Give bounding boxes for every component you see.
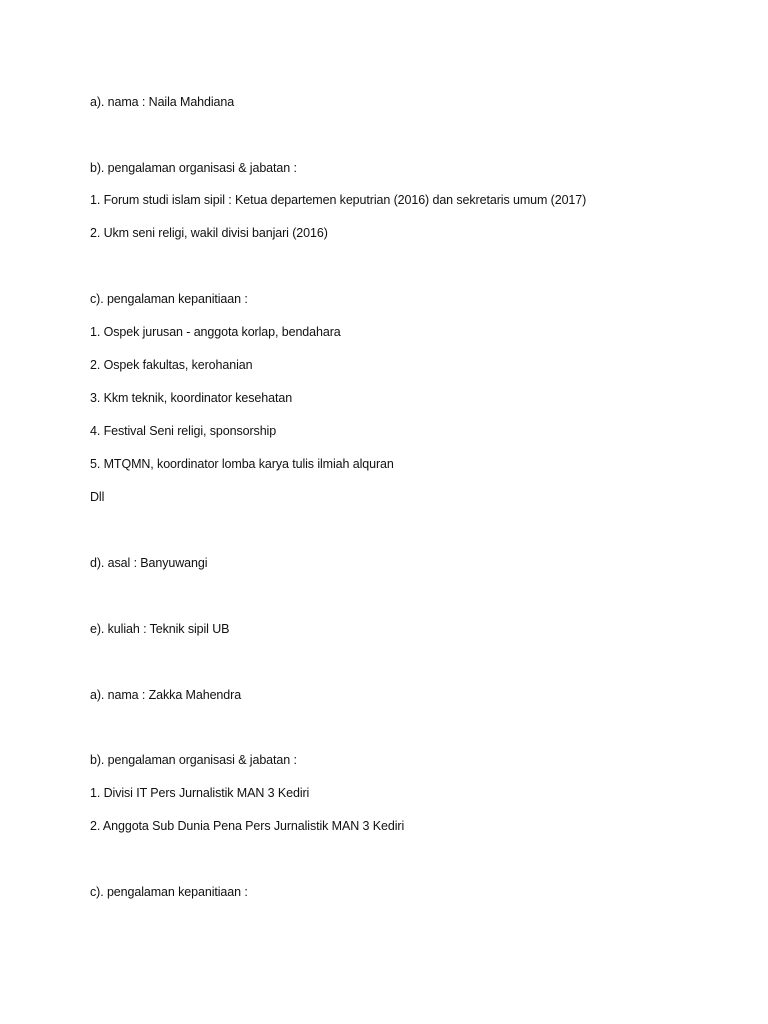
- list-item: 2. Anggota Sub Dunia Pena Pers Jurnalistik MAN 3 Kediri: [90, 819, 405, 833]
- section-heading-committee: c). pengalaman kepanitiaan :: [90, 885, 248, 899]
- list-item-etc: Dll: [90, 490, 105, 504]
- name-line-2: a). nama : Zakka Mahendra: [90, 688, 242, 702]
- list-item: 1. Ospek jurusan - anggota korlap, bendahara: [90, 325, 341, 339]
- list-item: 2. Ukm seni religi, wakil divisi banjari (2016): [90, 226, 328, 240]
- section-heading-committee: c). pengalaman kepanitiaan :: [90, 292, 248, 306]
- list-item: 1. Divisi IT Pers Jurnalistik MAN 3 Kediri: [90, 786, 310, 800]
- study-line: e). kuliah : Teknik sipil UB: [90, 622, 230, 636]
- origin-line: d). asal : Banyuwangi: [90, 556, 208, 570]
- list-item: 4. Festival Seni religi, sponsorship: [90, 424, 277, 438]
- list-item: 1. Forum studi islam sipil : Ketua departemen keputrian (2016) dan sekretaris umum (2017): [90, 193, 587, 207]
- list-item: 5. MTQMN, koordinator lomba karya tulis ilmiah alquran: [90, 457, 394, 471]
- section-heading-org: b). pengalaman organisasi & jabatan :: [90, 753, 297, 767]
- section-heading-org: b). pengalaman organisasi & jabatan :: [90, 161, 297, 175]
- list-item: 3. Kkm teknik, koordinator kesehatan: [90, 391, 293, 405]
- name-line-1: a). nama : Naila Mahdiana: [90, 95, 235, 109]
- list-item: 2. Ospek fakultas, kerohanian: [90, 358, 253, 372]
